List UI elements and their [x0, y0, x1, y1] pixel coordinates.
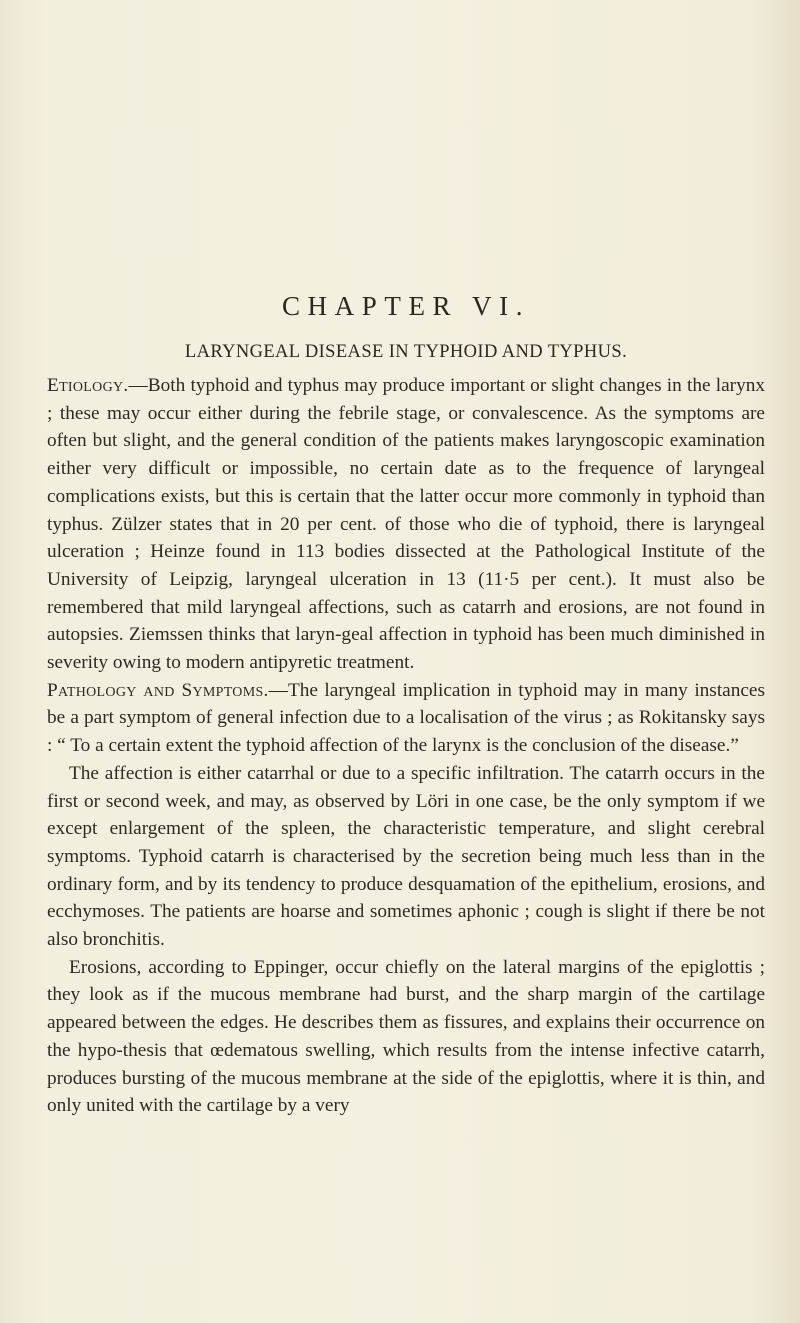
paragraph-text: The affection is either catarrhal or due to a specific infiltration. The catarrh occurs in the first or second week, and may, as observed by Löri in one case, be the only symptom if we except enlargement of the spleen, the characteristic temperature, and slight cerebral symptoms. Typhoid catarrh is characterised by the secretion being much less than in the ordinary form, and by its tendency to produce desquamation of the epithelium, erosions, and ecchymoses. The patients are hoarse and sometimes aphonic ; cough is slight if there be not also bronchitis.	[47, 762, 765, 951]
section-heading-pathology: Pathology and Symptoms.	[47, 679, 269, 701]
body-text	[47, 372, 765, 1120]
paragraph-catarrh	[47, 760, 765, 954]
paragraph-erosions	[47, 954, 765, 1120]
chapter-heading: CHAPTER VI.	[281, 291, 531, 321]
paragraph-text: Erosions, according to Eppinger, occur chiefly on the lateral margins of the epiglottis ; they look as if the mucous membrane had burst, and the sharp margin of the cartilage appeared between the edges. He describes them as fissures, and explains their occurrence on the hypo-thesis that œdematous swelling, which results from the intense infective catarrh, produces bursting of the mucous membrane at the side of the epiglottis, where it is thin, and only united with the cartilage by a very	[47, 956, 765, 1117]
section-heading-etiology: Etiology.	[47, 375, 129, 396]
chapter-title: LARYNGEAL DISEASE IN TYPHOID AND TYPHUS.	[184, 342, 628, 362]
book-page	[47, 0, 765, 1323]
paragraph-pathology	[47, 677, 765, 760]
paragraph-etiology	[47, 372, 765, 677]
paragraph-text: —The laryngeal implication in typhoid may in many instances be a part symptom of general infection due to a localisation of the virus ; as Rokitansky says : “ To a certain extent the typhoid affection of the larynx is the conclusion of the disease.”	[47, 679, 765, 757]
paragraph-text: —Both typhoid and typhus may produce important or slight changes in the larynx ; these may occur either during the febrile stage, or convalescence. As the symptoms are often but slight, and the general condition of the patients makes laryngoscopic examination either very difficult or impossible, no certain date as to the frequence of laryngeal complications exists, but this is certain that the latter occur more commonly in typhoid than typhus. Zülzer states that in 20 per cent. of those who die of typhoid, there is laryngeal ulceration ; Heinze found in 113 bodies dissected at the Pathological Institute of the University of Leipzig, laryngeal ulceration in 13 (11·5 per cent.). It must also be remembered that mild laryngeal affections, such as catarrh and erosions, are not found in autopsies. Ziemssen thinks that laryn-geal affection in typhoid has been much diminished in severity owing to modern antipyretic treatment.	[47, 375, 765, 674]
